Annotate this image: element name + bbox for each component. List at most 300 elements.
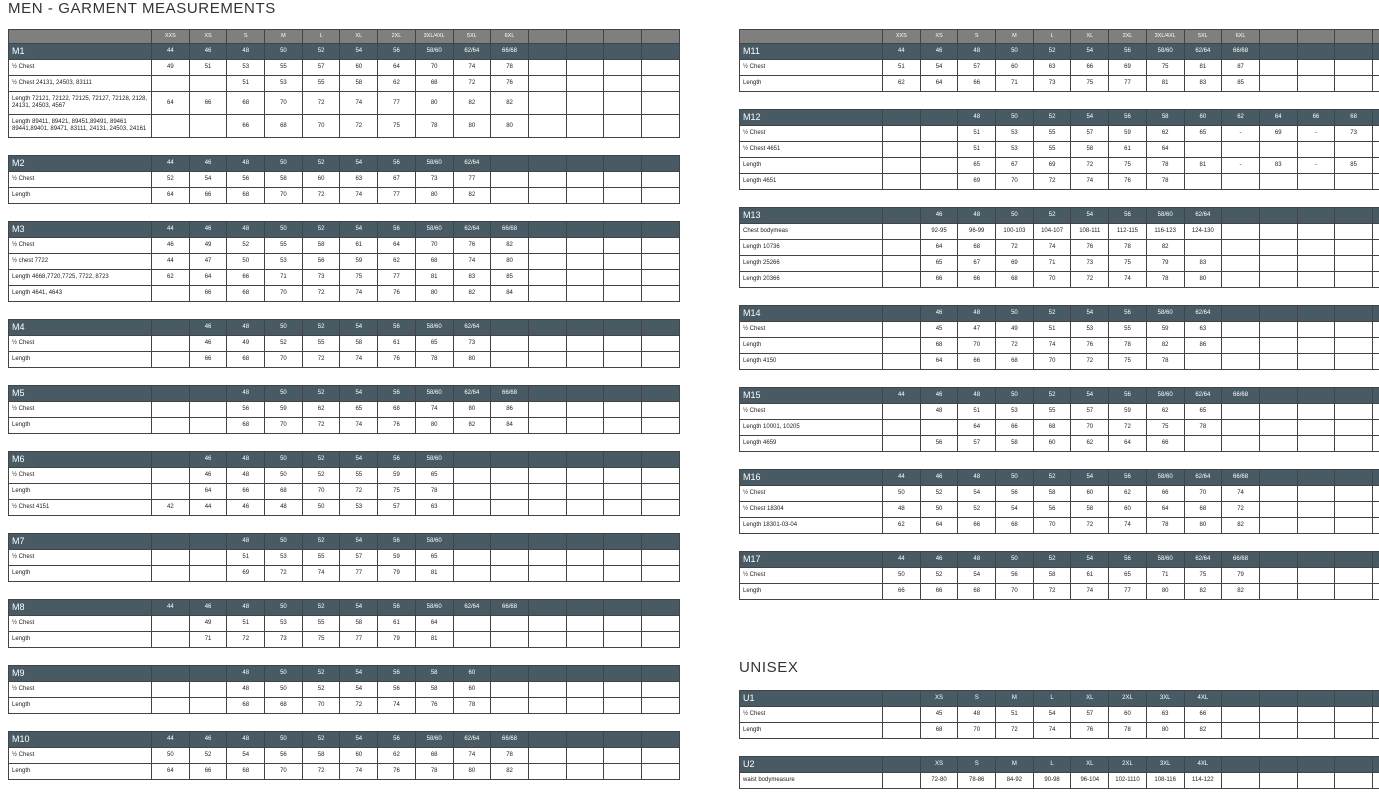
row-label: ½ Chest: [740, 707, 883, 723]
measure-value: [1259, 436, 1297, 452]
eu-size: [152, 320, 190, 336]
eu-size: [566, 320, 604, 336]
measure-value: 66: [958, 354, 996, 370]
measure-value: 76: [453, 238, 491, 254]
measure-value: 68: [227, 418, 265, 434]
eu-size: [453, 534, 491, 550]
measure-value: [604, 188, 642, 204]
eu-size: [189, 666, 227, 682]
measure-value: [566, 172, 604, 188]
size-label: 5XL: [1184, 30, 1222, 44]
measure-value: 72: [1071, 518, 1109, 534]
eu-size: 50: [996, 208, 1034, 224]
size-label: L: [302, 30, 340, 44]
measure-value: 56: [1033, 502, 1071, 518]
eu-size: 52: [1033, 208, 1071, 224]
measure-value: [920, 126, 958, 142]
measure-value: [1259, 338, 1297, 354]
measure-value: 56: [227, 402, 265, 418]
measure-value: 77: [1109, 584, 1147, 600]
measure-value: [1372, 354, 1379, 370]
measure-value: 68: [996, 354, 1034, 370]
eu-size: [883, 691, 921, 707]
eu-size: 54: [340, 600, 378, 616]
eu-size: 46: [189, 44, 227, 60]
size-label: [604, 30, 642, 44]
eu-size: 50: [265, 386, 303, 402]
measure-value: 53: [996, 404, 1034, 420]
measure-value: [604, 402, 642, 418]
block-header-row: [9, 666, 680, 682]
eu-size: 58/60: [415, 320, 453, 336]
measure-value: [1372, 420, 1379, 436]
block-name: M10: [9, 732, 152, 748]
measure-value: 62: [378, 254, 416, 270]
measure-value: [491, 172, 529, 188]
measure-value: [189, 682, 227, 698]
measure-value: 60: [453, 682, 491, 698]
measure-value: 72: [302, 286, 340, 302]
row-label: Length: [740, 158, 883, 174]
eu-size: 46: [189, 156, 227, 172]
measure-value: 58: [996, 436, 1034, 452]
measure-value: [528, 188, 566, 204]
measure-value: [1222, 354, 1260, 370]
block-name: M4: [9, 320, 152, 336]
measure-value: [604, 254, 642, 270]
measure-value: 82: [453, 286, 491, 302]
measure-value: 76: [378, 764, 416, 780]
eu-size: 46: [920, 306, 958, 322]
measure-value: 53: [1071, 322, 1109, 338]
measure-value: [883, 158, 921, 174]
measure-table-m10: [8, 731, 680, 780]
measure-value: 58: [415, 682, 453, 698]
measure-value: [491, 336, 529, 352]
eu-size: [641, 534, 679, 550]
measure-value: [920, 420, 958, 436]
size-label: 6XL: [1222, 30, 1260, 44]
measure-value: [883, 272, 921, 288]
table-row: [740, 584, 1379, 600]
eu-size: XS: [920, 691, 958, 707]
eu-size: [604, 732, 642, 748]
measure-value: [528, 764, 566, 780]
measure-value: 52: [227, 238, 265, 254]
measure-value: 50: [883, 486, 921, 502]
table-row: [9, 352, 680, 368]
men-right-column: [739, 29, 1370, 600]
measure-value: [152, 698, 190, 714]
measure-value: 81: [415, 632, 453, 648]
eu-size: [566, 534, 604, 550]
measure-value: 77: [378, 188, 416, 204]
measure-value: 70: [265, 92, 303, 115]
measure-value: 80: [415, 188, 453, 204]
block-header-row: [9, 320, 680, 336]
measure-value: 67: [996, 158, 1034, 174]
measure-value: [1297, 707, 1335, 723]
measure-value: [604, 484, 642, 500]
row-label: ½ Chest: [9, 402, 152, 418]
eu-size: 52: [302, 222, 340, 238]
measure-value: [604, 115, 642, 138]
measure-value: [1335, 707, 1373, 723]
measure-value: 63: [1146, 707, 1184, 723]
row-label: ½ Chest: [9, 550, 152, 566]
eu-size: 52: [302, 600, 340, 616]
table-row: [9, 172, 680, 188]
eu-size: XL: [1071, 691, 1109, 707]
block-name: U1: [740, 691, 883, 707]
measure-value: [1222, 404, 1260, 420]
measure-value: 68: [265, 484, 303, 500]
measure-value: 50: [265, 682, 303, 698]
measure-value: 69: [1033, 158, 1071, 174]
measure-value: 74: [1222, 486, 1260, 502]
table-row: [9, 336, 680, 352]
measure-value: [1335, 723, 1373, 739]
eu-size: [604, 156, 642, 172]
eu-size: [641, 320, 679, 336]
measure-value: [604, 92, 642, 115]
measure-value: 66: [189, 92, 227, 115]
measure-value: 70: [302, 484, 340, 500]
measure-value: 58: [1071, 502, 1109, 518]
measure-value: [1372, 773, 1379, 789]
measure-value: [604, 418, 642, 434]
measure-value: 73: [415, 172, 453, 188]
eu-size: 62: [1222, 110, 1260, 126]
measure-value: [1259, 354, 1297, 370]
measure-value: [641, 286, 679, 302]
measure-value: 75: [1184, 568, 1222, 584]
measure-value: 74: [340, 352, 378, 368]
eu-size: 58/60: [415, 452, 453, 468]
measure-value: [604, 172, 642, 188]
measure-value: [528, 254, 566, 270]
eu-size: 66/68: [1222, 470, 1260, 486]
table-row: [740, 60, 1379, 76]
measure-value: 78: [1184, 420, 1222, 436]
measure-value: 69: [227, 566, 265, 582]
measure-value: [1372, 568, 1379, 584]
measure-value: 112-115: [1109, 224, 1147, 240]
measure-value: 84: [491, 286, 529, 302]
measure-value: [1222, 338, 1260, 354]
measure-value: [1259, 322, 1297, 338]
measure-value: 80: [415, 92, 453, 115]
measure-value: 75: [1146, 60, 1184, 76]
table-row: [740, 420, 1379, 436]
measure-value: 78: [453, 698, 491, 714]
table-row: [740, 142, 1379, 158]
measure-value: 50: [920, 502, 958, 518]
measure-value: 72: [1071, 354, 1109, 370]
measure-value: [1335, 486, 1373, 502]
table-row: [740, 707, 1379, 723]
measure-value: [491, 566, 529, 582]
table-row: [740, 518, 1379, 534]
measure-value: 64: [189, 270, 227, 286]
measure-value: [152, 418, 190, 434]
measure-value: [641, 188, 679, 204]
size-label: S: [227, 30, 265, 44]
measure-value: 76: [378, 418, 416, 434]
eu-size: [604, 600, 642, 616]
block-header-row: [740, 691, 1379, 707]
measure-value: 74: [453, 748, 491, 764]
eu-size: 2XL: [1109, 691, 1147, 707]
table-row: [9, 484, 680, 500]
eu-size: 54: [340, 44, 378, 60]
eu-size: M: [996, 757, 1034, 773]
measure-value: [604, 286, 642, 302]
eu-size: [1297, 44, 1335, 60]
measure-value: 86: [1184, 338, 1222, 354]
eu-size: 54: [1071, 44, 1109, 60]
measure-value: 72: [302, 352, 340, 368]
measure-value: 80: [453, 764, 491, 780]
table-row: [9, 698, 680, 714]
measure-value: 80: [1184, 272, 1222, 288]
measure-value: [1297, 420, 1335, 436]
measure-value: [566, 286, 604, 302]
eu-size: [1297, 757, 1335, 773]
eu-size: 62/64: [453, 156, 491, 172]
measure-value: 68: [227, 698, 265, 714]
measure-value: 75: [1146, 420, 1184, 436]
eu-size: S: [958, 691, 996, 707]
measure-value: 82: [491, 92, 529, 115]
measure-value: 81: [1184, 158, 1222, 174]
measure-value: 78: [1146, 272, 1184, 288]
measure-value: [566, 566, 604, 582]
measure-value: [883, 142, 921, 158]
measure-value: [1259, 518, 1297, 534]
measure-value: 78: [1109, 338, 1147, 354]
eu-size: [528, 222, 566, 238]
measure-value: 54: [996, 502, 1034, 518]
measure-value: [1259, 174, 1297, 190]
eu-size: 48: [958, 388, 996, 404]
eu-size: 62/64: [453, 732, 491, 748]
measure-value: 108-111: [1071, 224, 1109, 240]
measure-value: 50: [227, 254, 265, 270]
measure-value: [566, 550, 604, 566]
measure-value: [453, 566, 491, 582]
measure-value: [1297, 338, 1335, 354]
measure-value: 78: [415, 352, 453, 368]
row-label: ½ Chest: [9, 336, 152, 352]
measure-value: [604, 748, 642, 764]
measure-value: [528, 566, 566, 582]
row-label: Length 20366: [740, 272, 883, 288]
eu-size: [1372, 306, 1379, 322]
measure-value: [641, 270, 679, 286]
eu-size: S: [958, 757, 996, 773]
table-row: [9, 764, 680, 780]
size-header-row: [9, 30, 680, 44]
measure-table-u2: [739, 756, 1379, 789]
eu-size: 48: [227, 534, 265, 550]
unisex-title: UNISEX: [739, 659, 799, 676]
eu-size: 56: [1109, 306, 1147, 322]
table-row: [740, 256, 1379, 272]
measure-value: [641, 76, 679, 92]
measure-value: [604, 76, 642, 92]
measure-value: 77: [340, 632, 378, 648]
row-label: Length: [9, 352, 152, 368]
measure-value: 85: [1222, 76, 1260, 92]
table-row: [9, 270, 680, 286]
measure-value: 70: [415, 238, 453, 254]
eu-size: 50: [265, 666, 303, 682]
measure-value: [152, 632, 190, 648]
measure-table-m6: [8, 451, 680, 516]
measure-value: 81: [415, 566, 453, 582]
measure-value: [1222, 224, 1260, 240]
measure-value: 74: [453, 60, 491, 76]
measure-value: 64: [1146, 502, 1184, 518]
eu-size: [1259, 757, 1297, 773]
measure-value: [453, 484, 491, 500]
row-label: ½ Chest: [740, 322, 883, 338]
eu-size: 62/64: [453, 44, 491, 60]
measure-value: [1372, 502, 1379, 518]
measure-value: [566, 748, 604, 764]
measure-value: 80: [453, 402, 491, 418]
measure-value: 82: [1222, 518, 1260, 534]
measure-value: [641, 468, 679, 484]
measure-value: 74: [1033, 338, 1071, 354]
measure-value: 74: [1033, 240, 1071, 256]
measure-value: 55: [265, 238, 303, 254]
measure-value: 66: [958, 518, 996, 534]
measure-value: 80: [1184, 518, 1222, 534]
measure-value: [491, 484, 529, 500]
block-header-row: [9, 386, 680, 402]
measure-value: 68: [227, 188, 265, 204]
measure-value: 58: [265, 172, 303, 188]
eu-size: 48: [958, 44, 996, 60]
measure-value: [1184, 436, 1222, 452]
measure-value: [1372, 256, 1379, 272]
eu-size: [1222, 306, 1260, 322]
measure-value: [453, 500, 491, 516]
measure-value: 64: [920, 76, 958, 92]
block-header-row: [740, 470, 1379, 486]
measure-value: [566, 336, 604, 352]
measure-value: [641, 764, 679, 780]
eu-size: 54: [340, 156, 378, 172]
measure-value: 66: [189, 286, 227, 302]
measure-value: 81: [415, 270, 453, 286]
measure-value: 62: [1071, 436, 1109, 452]
size-label: 2XL: [378, 30, 416, 44]
measure-value: 46: [152, 238, 190, 254]
measure-value: [152, 468, 190, 484]
measure-value: [189, 418, 227, 434]
measure-value: 51: [227, 550, 265, 566]
measure-value: 81: [1146, 76, 1184, 92]
measure-value: 57: [378, 500, 416, 516]
size-label: 3XL/4XL: [1146, 30, 1184, 44]
eu-size: [1335, 757, 1373, 773]
measure-value: [641, 238, 679, 254]
measure-value: 66: [1184, 707, 1222, 723]
eu-size: [641, 666, 679, 682]
size-label: XS: [920, 30, 958, 44]
eu-size: 56: [378, 222, 416, 238]
measure-value: 102-1110: [1109, 773, 1147, 789]
measure-value: 68: [415, 748, 453, 764]
table-row: [9, 682, 680, 698]
measure-value: 54: [340, 682, 378, 698]
eu-size: 56: [378, 534, 416, 550]
measure-value: 75: [1071, 76, 1109, 92]
measure-value: 75: [302, 632, 340, 648]
measure-value: [528, 352, 566, 368]
measure-value: [883, 256, 921, 272]
measure-value: [1222, 322, 1260, 338]
measure-value: 80: [1146, 584, 1184, 600]
measure-value: 58: [1033, 486, 1071, 502]
measure-table-m2: [8, 155, 680, 204]
measure-table-m15: [739, 387, 1379, 452]
eu-size: 58: [415, 666, 453, 682]
measure-value: [641, 254, 679, 270]
eu-size: 44: [883, 44, 921, 60]
eu-size: 52: [1033, 388, 1071, 404]
measure-value: 58: [340, 336, 378, 352]
size-label: XXS: [883, 30, 921, 44]
measure-value: 70: [958, 338, 996, 354]
measure-value: [1335, 518, 1373, 534]
measure-value: 52: [302, 682, 340, 698]
measure-value: 71: [996, 76, 1034, 92]
measure-value: [1259, 420, 1297, 436]
measure-value: [641, 550, 679, 566]
eu-size: 62/64: [1184, 208, 1222, 224]
measure-value: 72: [265, 566, 303, 582]
eu-size: [1259, 44, 1297, 60]
table-row: [9, 60, 680, 76]
measure-value: [1259, 60, 1297, 76]
measure-value: 61: [1071, 568, 1109, 584]
measure-value: [1297, 240, 1335, 256]
measure-value: [152, 115, 190, 138]
measure-value: 72: [1071, 158, 1109, 174]
eu-size: [1335, 44, 1373, 60]
measure-value: 46: [189, 336, 227, 352]
measure-value: 78: [415, 764, 453, 780]
eu-size: 56: [1109, 470, 1147, 486]
eu-size: [1222, 691, 1260, 707]
eu-size: 66/68: [491, 386, 529, 402]
eu-size: [1335, 208, 1373, 224]
measure-value: [1259, 256, 1297, 272]
measure-value: 68: [415, 254, 453, 270]
measure-value: [528, 468, 566, 484]
measure-value: 74: [378, 698, 416, 714]
measure-value: [528, 92, 566, 115]
measure-value: 48: [920, 404, 958, 420]
measure-value: [528, 418, 566, 434]
eu-size: [604, 320, 642, 336]
men-left-column: [8, 29, 639, 780]
measure-value: 53: [265, 254, 303, 270]
